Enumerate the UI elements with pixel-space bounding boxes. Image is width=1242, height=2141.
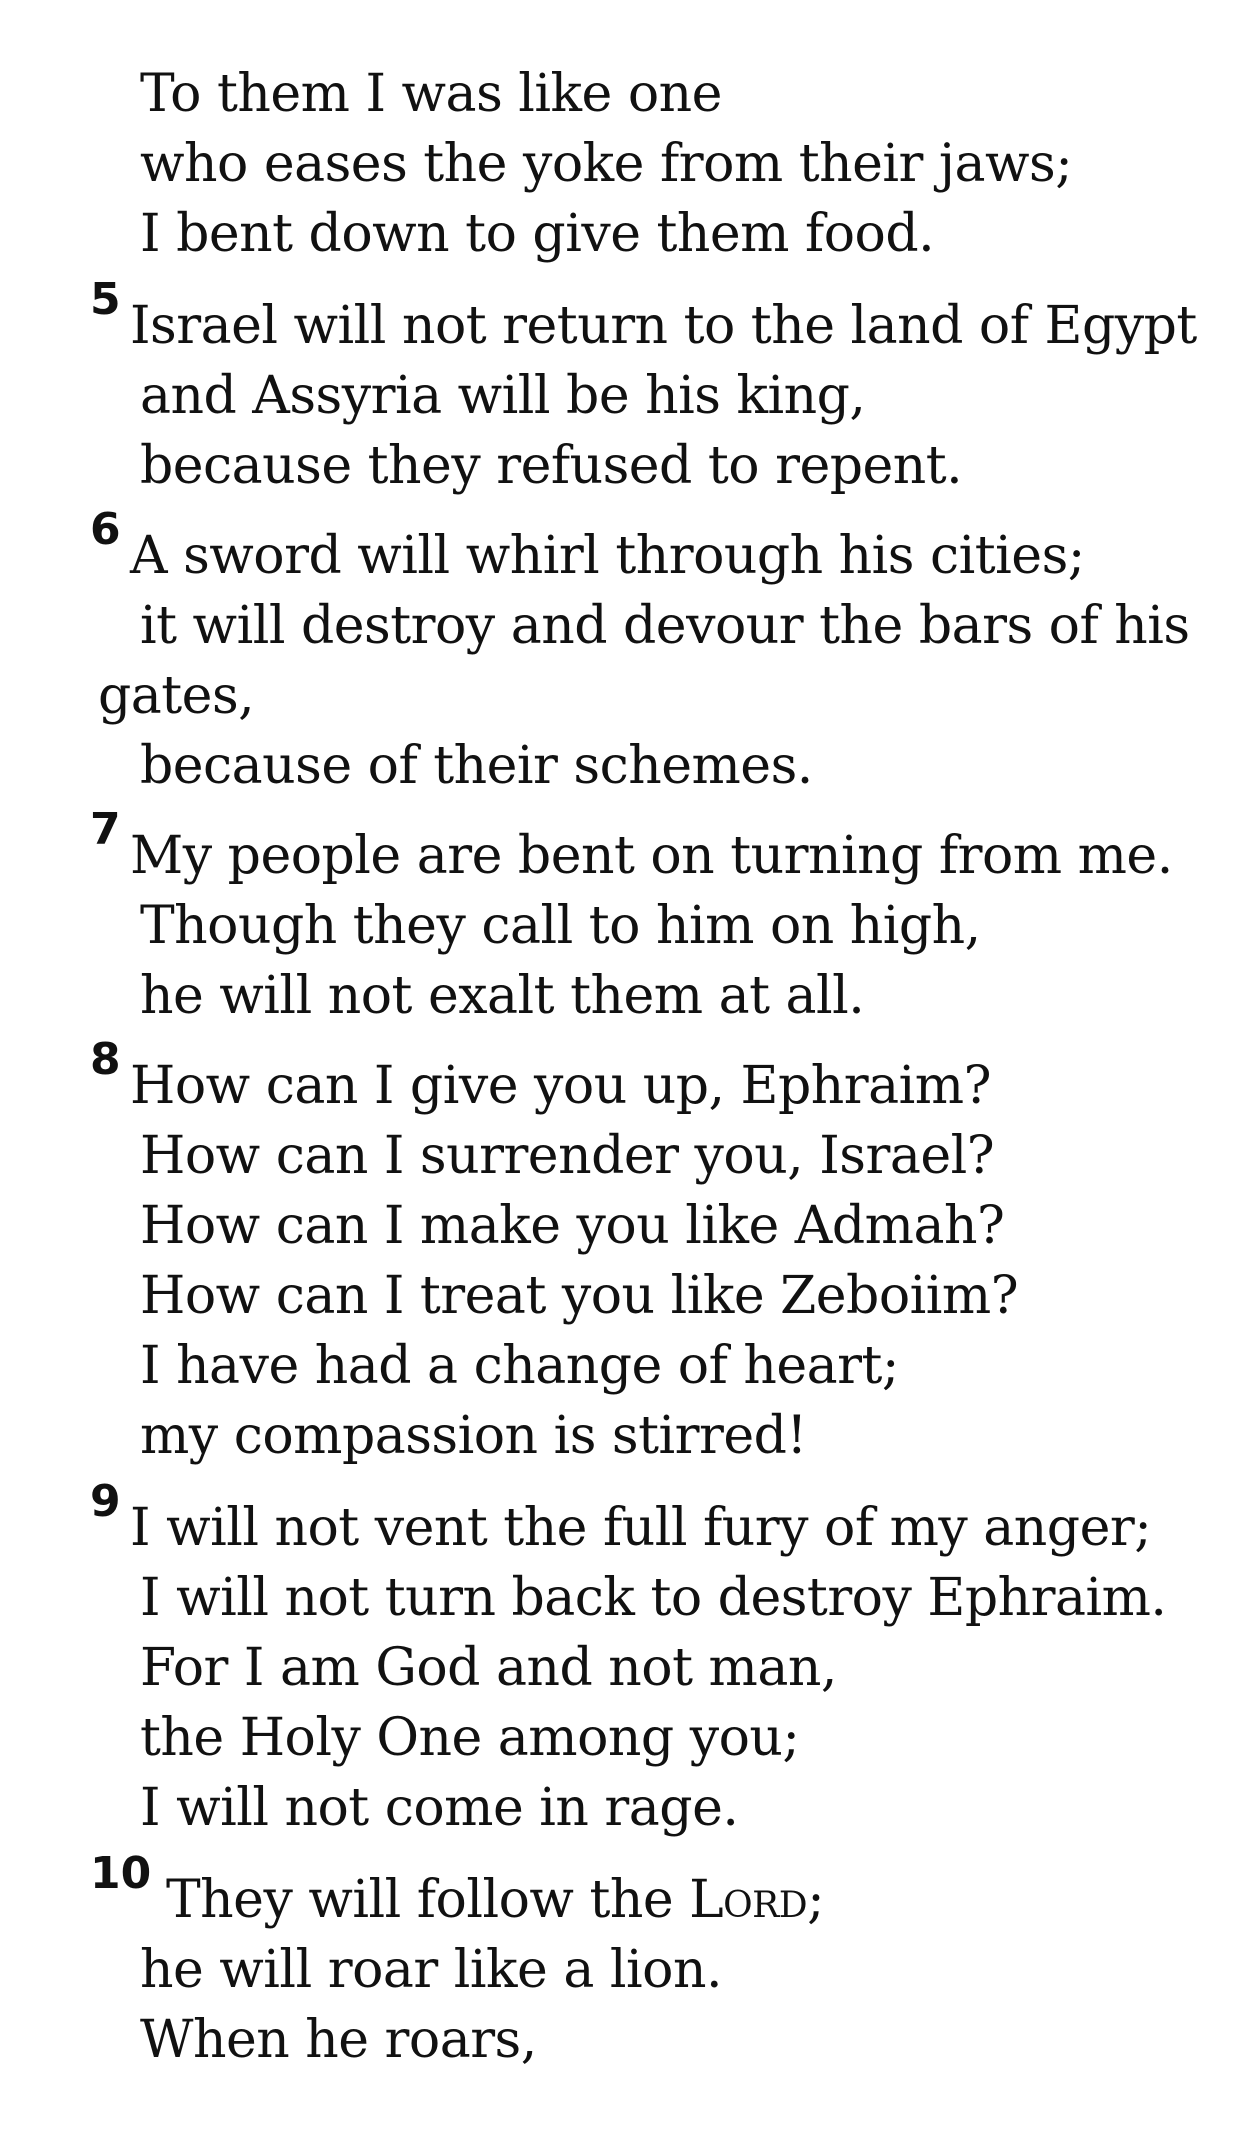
verse-line: To them I was like one — [140, 64, 722, 124]
verse-line: How can I surrender you, Israel? — [140, 1126, 995, 1186]
verse-line: who eases the yoke from their jaws; — [140, 134, 1073, 194]
verse-number: 7 — [90, 804, 121, 855]
verse-line: How can I give you up, Ephraim? — [130, 1056, 991, 1116]
verse-line: I have had a change of heart; — [140, 1336, 899, 1396]
verse-line: I will not turn back to destroy Ephraim. — [140, 1568, 1167, 1628]
verse-line: How can I make you like Admah? — [140, 1196, 1005, 1256]
verse-line: Israel will not return to the land of Egypt — [130, 296, 1197, 356]
verse-line: he will not exalt them at all. — [140, 966, 865, 1026]
verse-line: When he roars, — [140, 2010, 537, 2070]
verse-number: 8 — [90, 1034, 121, 1085]
verse-line: because of their schemes. — [140, 736, 813, 796]
verse-line: gates, — [98, 666, 255, 726]
verse-number: 6 — [90, 504, 121, 555]
verse-line: and Assyria will be his king, — [140, 366, 866, 426]
verse-line: he will roar like a lion. — [140, 1940, 722, 2000]
verse-line: How can I treat you like Zeboiim? — [140, 1266, 1019, 1326]
verse-text: ; — [807, 1870, 825, 1930]
divine-name: Lord — [689, 1870, 808, 1930]
verse-line: I will not vent the full fury of my anger; — [130, 1498, 1152, 1558]
verse-line: My people are bent on turning from me. — [130, 826, 1173, 886]
verse-line: the Holy One among you; — [140, 1708, 800, 1768]
verse-number: 5 — [90, 274, 121, 325]
verse-line — [166, 1870, 824, 1930]
verse-line: A sword will whirl through his cities; — [130, 526, 1085, 586]
verse-line: For I am God and not man, — [140, 1638, 837, 1698]
verse-number: 10 — [90, 1848, 152, 1899]
verse-line: I bent down to give them food. — [140, 204, 935, 264]
verse-line: because they refused to repent. — [140, 436, 963, 496]
verse-line: my compassion is stirred! — [140, 1406, 807, 1466]
verse-line: it will destroy and devour the bars of his — [140, 596, 1190, 656]
verse-text: They will follow the — [166, 1870, 690, 1930]
verse-line: Though they call to him on high, — [140, 896, 981, 956]
verse-number: 9 — [90, 1476, 121, 1527]
verse-line: I will not come in rage. — [140, 1778, 739, 1838]
